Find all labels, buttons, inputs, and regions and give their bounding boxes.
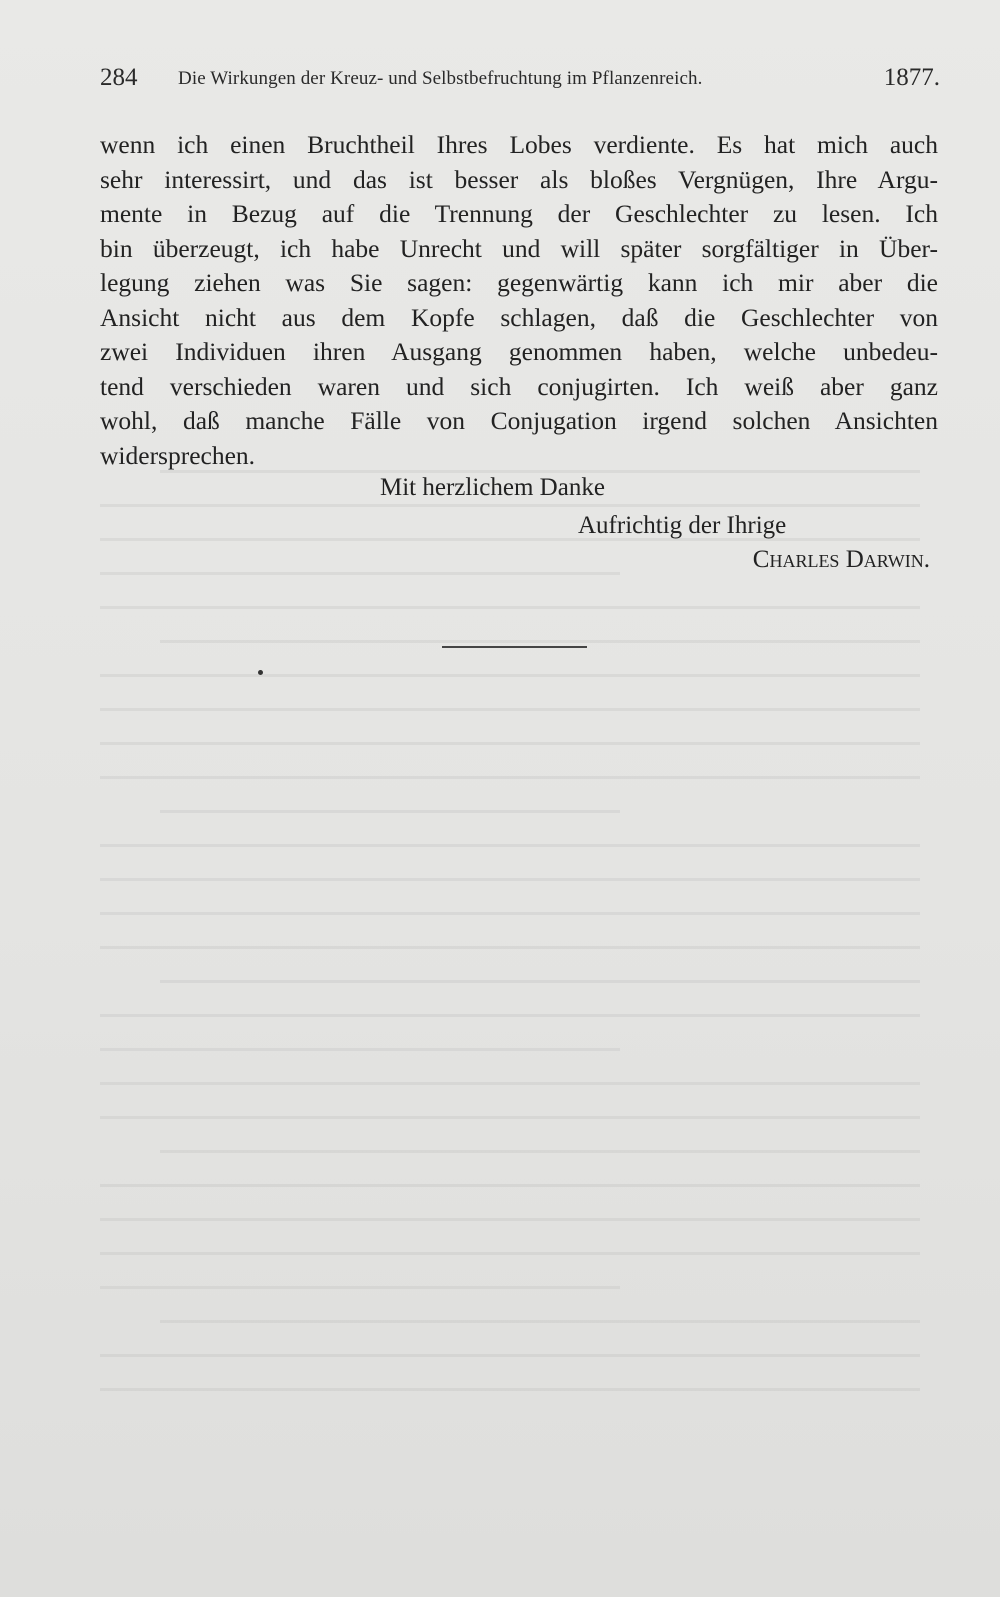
bleed-through-line xyxy=(100,912,920,915)
bleed-through-line xyxy=(100,1082,920,1085)
signature: Charles Darwin. xyxy=(752,546,930,573)
bleed-through-line xyxy=(100,1184,920,1187)
bleed-through-line xyxy=(160,1150,920,1153)
bleed-through-line xyxy=(100,878,920,881)
body-line: wohl, daß manche Fälle von Conjugation irgend solchen Ansichten xyxy=(100,406,938,435)
bleed-through-line xyxy=(100,1014,920,1017)
bleed-through-line xyxy=(100,776,920,779)
bleed-through-line xyxy=(100,606,920,609)
bleed-through-line xyxy=(100,504,920,507)
ink-dot xyxy=(258,670,263,675)
bleed-through-line xyxy=(100,1252,920,1255)
closing-line-2: Aufrichtig der Ihrige xyxy=(578,512,787,539)
page-header xyxy=(100,64,940,96)
body-line: sehr interessirt, und das ist besser als bloßes Vergnügen, Ihre Argu- xyxy=(100,164,938,194)
body-line: zwei Individuen ihren Ausgang genommen haben, welche unbedeu- xyxy=(100,337,938,366)
bleed-through-line xyxy=(160,980,920,983)
bleed-through-line xyxy=(100,1048,620,1051)
bleed-through-line xyxy=(100,538,920,541)
running-title: Die Wirkungen der Kreuz- und Selbstbefruchtung im Pflanzenreich. xyxy=(178,68,703,89)
bleed-through-line xyxy=(160,640,920,643)
bleed-through-line xyxy=(100,708,920,711)
page-number: 284 xyxy=(100,64,138,91)
bleed-through-line xyxy=(100,1286,620,1289)
bleed-through-line xyxy=(100,674,920,677)
letter-body xyxy=(100,128,938,473)
bleed-through-line xyxy=(100,844,920,847)
bleed-through-line xyxy=(100,1218,920,1221)
body-line: bin überzeugt, ich habe Unrecht und will später sorgfältiger in Über- xyxy=(100,233,938,263)
bleed-through-line xyxy=(100,742,920,745)
closing-line-1: Mit herzlichem Danke xyxy=(380,474,605,501)
bleed-through-line xyxy=(160,810,620,813)
body-line: legung ziehen was Sie sagen: gegenwärtig kann ich mir aber die xyxy=(100,268,938,297)
body-line: widersprechen. xyxy=(100,440,256,470)
header-year: 1877. xyxy=(883,64,940,91)
bleed-through-line xyxy=(100,1388,920,1391)
section-rule xyxy=(442,646,587,648)
body-line: wenn ich einen Bruchtheil Ihres Lobes verdiente. Es hat mich auch xyxy=(100,130,938,159)
body-line: mente in Bezug auf die Trennung der Geschlechter zu lesen. Ich xyxy=(100,199,938,228)
bleed-through-line xyxy=(160,1320,920,1323)
body-line: tend verschieden waren und sich conjugirten. Ich weiß aber ganz xyxy=(100,371,938,401)
bleed-through-line xyxy=(100,946,920,949)
body-line: Ansicht nicht aus dem Kopfe schlagen, daß die Geschlechter von xyxy=(100,302,938,332)
bleed-through-line xyxy=(100,1354,920,1357)
bleed-through-line xyxy=(100,1116,920,1119)
